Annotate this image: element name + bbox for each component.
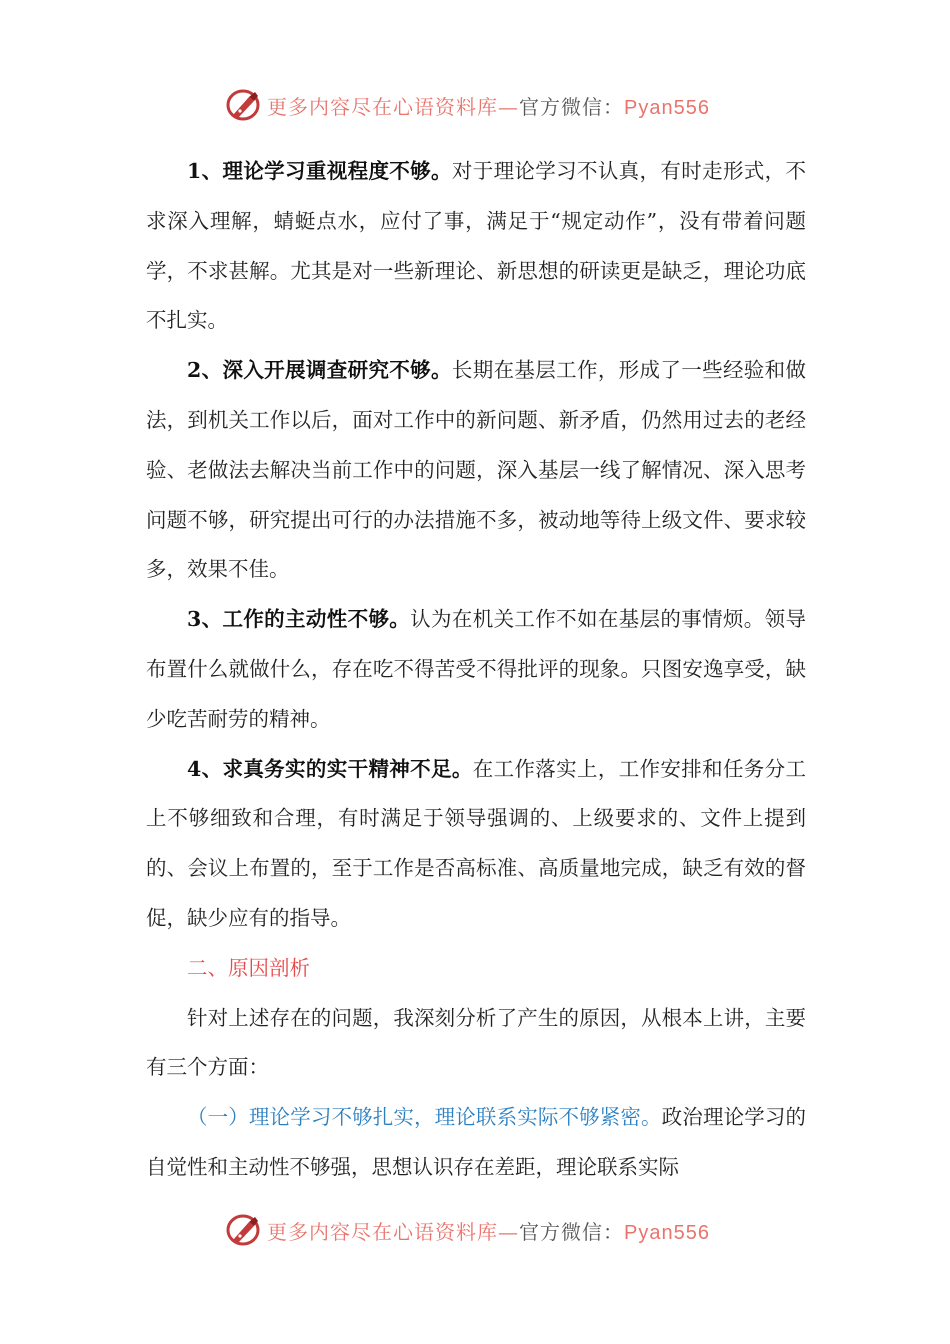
paragraph-1-lead: 1、理论学习重视程度不够。: [187, 159, 452, 183]
intro-paragraph: 针对上述存在的问题，我深刻分析了产生的原因，从根本上讲，主要有三个方面：: [146, 1005, 806, 1080]
paragraph-4-text: 在工作落实上，工作安排和任务分工上不够细致和合理，有时满足于领导强调的、上级要求的、文件上提到的、会议上布置的，至于工作是否高标准、高质量地完成，缺乏有效的督促，缺少应有的指导。: [146, 756, 807, 930]
banner-wechat-id: Pyan556: [624, 1221, 710, 1244]
paragraph-3: [146, 595, 806, 744]
paragraph-1: [146, 147, 806, 346]
subsection-paragraph: [146, 1093, 806, 1193]
paragraph-2: [146, 346, 806, 595]
banner-dash: —: [498, 1219, 519, 1244]
paragraph-3-lead: 3、工作的主动性不够。: [187, 607, 411, 632]
banner-dash: —: [498, 94, 519, 119]
pen-nib-logo-icon: [225, 87, 261, 123]
banner-wechat-label: 官方微信：: [519, 94, 624, 119]
paragraph-3-text: 认为在机关工作不如在基层的事情烦。领导布置什么就做什么，存在吃不得苦受不得批评的现象。只图安逸享受，缺少吃苦耐劳的精神。: [146, 607, 807, 731]
section-heading: 二、原因剖析: [187, 955, 310, 980]
banner-brand: 更多内容尽在心语资料库: [267, 1219, 498, 1244]
paragraph-4-lead: 4、求真务实的实干精神不足。: [187, 756, 473, 781]
banner-wechat-id: Pyan556: [624, 96, 710, 119]
banner-text: [267, 91, 710, 120]
banner-brand: 更多内容尽在心语资料库: [267, 94, 498, 119]
subsection-text: 政治理论学习的自觉性和主动性不够强，思想认识存在差距，理论联系实际: [146, 1105, 806, 1179]
paragraph-2-text: 长期在基层工作，形成了一些经验和做法，到机关工作以后，面对工作中的新问题、新矛盾，仍然用过去的老经验、老做法去解决当前工作中的问题，深入基层一线了解情况、深入思考问题不够，研究提出可行的办法措施不多，被动地等待上级文件、要求较多，效果不佳。: [146, 358, 807, 582]
paragraph-4: [146, 745, 806, 944]
banner-wechat-label: 官方微信：: [519, 1219, 624, 1244]
bottom-watermark-banner: [225, 1210, 745, 1250]
banner-text: [267, 1216, 710, 1245]
pen-nib-logo-icon: [225, 1212, 261, 1248]
document-body: [146, 147, 806, 1193]
paragraph-2-lead: 2、深入开展调查研究不够。: [187, 358, 452, 383]
top-watermark-banner: [225, 85, 745, 125]
paragraph-1-text: 对于理论学习不认真，有时走形式，不求深入理解，蜻蜓点水，应付了事，满足于“规定动作”，没有带着问题学，不求甚解。尤其是对一些新理论、新思想的研读更是缺乏，理论功底不扎实。: [146, 159, 807, 333]
subsection-lead: （一）理论学习不够扎实，理论联系实际不够紧密。: [187, 1105, 662, 1130]
